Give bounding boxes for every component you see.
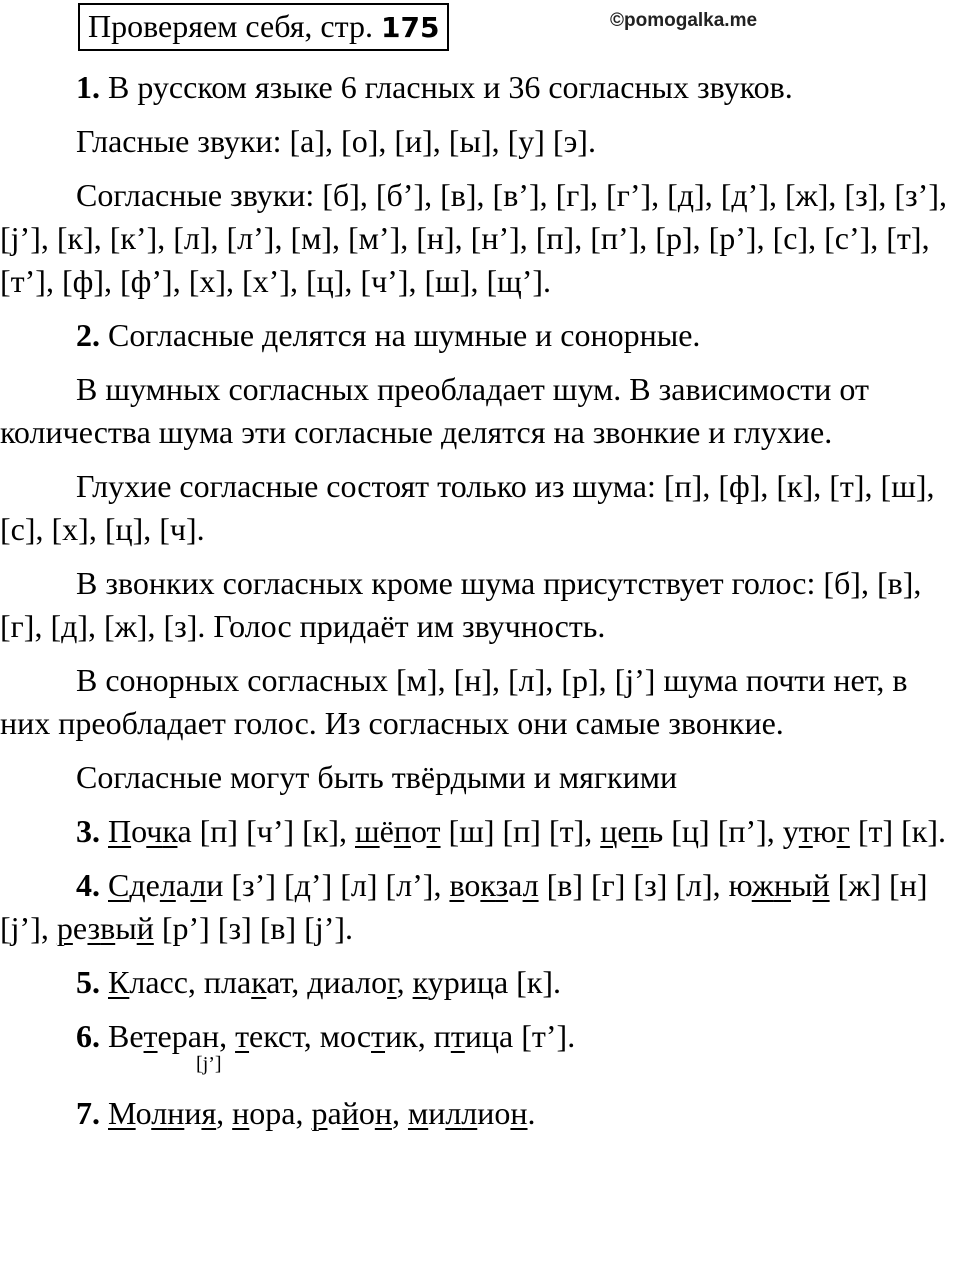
title-text: Проверяем себя, стр. xyxy=(88,8,373,44)
paragraph-7: 7. Молни [j’] я, нора, район, миллион. xyxy=(76,1053,536,1131)
document-body xyxy=(0,66,958,1146)
word: Молни [j’] я xyxy=(108,1053,222,1131)
transcription-annotation: [j’] xyxy=(196,1053,222,1075)
transcription: [п] [ч’] [к], xyxy=(191,813,355,849)
transcription: [ц] [п’], xyxy=(663,813,783,849)
item-number: 5. xyxy=(76,964,100,1000)
word: Почка xyxy=(108,813,192,849)
paragraph-noisy: В шумных согласных преобладает шум. В зависимости от количества шума эти согласные делятся на звонкие и глухие. xyxy=(0,371,869,450)
transcription: [в] [г] [з] [л], xyxy=(538,867,729,903)
paragraph-2 xyxy=(0,314,958,357)
word: утюг xyxy=(782,813,850,849)
word: Ветеран xyxy=(108,1018,220,1054)
paragraph-5: 5. Класс, плакат, диалог, курица [к]. xyxy=(76,964,562,1000)
transcription: [ш] [п] [т], xyxy=(440,813,601,849)
paragraph-3 xyxy=(0,810,958,853)
paragraph-hard-soft: Согласные могут быть твёрдыми и мягкими xyxy=(76,759,678,795)
paragraph-1 xyxy=(0,66,958,109)
word: курица xyxy=(412,964,509,1000)
paragraph-consonants: Согласные звуки: [б], [б’], [в], [в’], [г], [г’], [д], [д’], [ж], [з], [з’], [j’], [к], [к’], [л], [л’], [м], [м’], [н], [н’], [п], [п’], [р], [р’], [с], [с’], [т], [т’], [ф], [ф’], [х], [х’], [ц], [ч’], [ш], [щ’]. xyxy=(0,177,947,299)
page-title xyxy=(78,3,449,51)
paragraph-voiceless: Глухие согласные состоят только из шума: [п], [ф], [к], [т], [ш], [с], [х], [ц], [ч]. xyxy=(0,468,935,547)
transcription: [т] [к]. xyxy=(849,813,946,849)
item-number: 4. xyxy=(76,867,100,903)
paragraph-text: В русском языке 6 гласных и 36 согласных звуков. xyxy=(100,69,793,105)
transcription: [р’] [з] [в] [j’]. xyxy=(153,910,354,946)
word: шёпот xyxy=(355,813,441,849)
transcription: [з’] [д’] [л] [л’], xyxy=(223,867,450,903)
word: миллион xyxy=(407,1095,528,1131)
item-number: 3. xyxy=(76,813,100,849)
paragraph-voiced: В звонких согласных кроме шума присутствует голос: [б], [в], [г], [д], [ж], [з]. Голос придаёт им звучность. xyxy=(0,565,922,644)
item-number: 2. xyxy=(76,317,100,353)
paragraph-sonorant: В сонорных согласных [м], [н], [л], [р], [j’] шума почти нет, в них преобладает голос. Из согласных они самые звонкие. xyxy=(0,662,908,741)
transcription: [к]. xyxy=(508,964,562,1000)
word: мостик xyxy=(319,1018,418,1054)
paragraph-6: 6. Ветеран, текст, мостик, птица [т’]. xyxy=(76,1018,576,1054)
transcription: [т’]. xyxy=(513,1018,576,1054)
word: район xyxy=(311,1095,392,1131)
paragraph-text: Согласные делятся на шумные и сонорные. xyxy=(100,317,701,353)
word: птица xyxy=(433,1018,514,1054)
item-number: 7. xyxy=(76,1095,100,1131)
item-number: 6. xyxy=(76,1018,100,1054)
word: вокзал xyxy=(449,867,539,903)
watermark: ©pomogalka.me xyxy=(610,10,758,31)
word: диалог xyxy=(307,964,397,1000)
word: южный xyxy=(728,867,830,903)
paragraph-vowels: Гласные звуки: [а], [о], [и], [ы], [у] [э]. xyxy=(76,123,596,159)
word: текст xyxy=(235,1018,304,1054)
item-number: 1. xyxy=(76,69,100,105)
word: нора xyxy=(232,1095,296,1131)
paragraph-4 xyxy=(0,864,958,950)
word: плакат xyxy=(203,964,292,1000)
word: цепь xyxy=(600,813,664,849)
word: Класс xyxy=(108,964,188,1000)
word: Сделали xyxy=(108,867,224,903)
transcription: [ж] [н] [j’], xyxy=(0,867,928,946)
page-number: 175 xyxy=(380,11,440,44)
word: резвый xyxy=(56,910,154,946)
